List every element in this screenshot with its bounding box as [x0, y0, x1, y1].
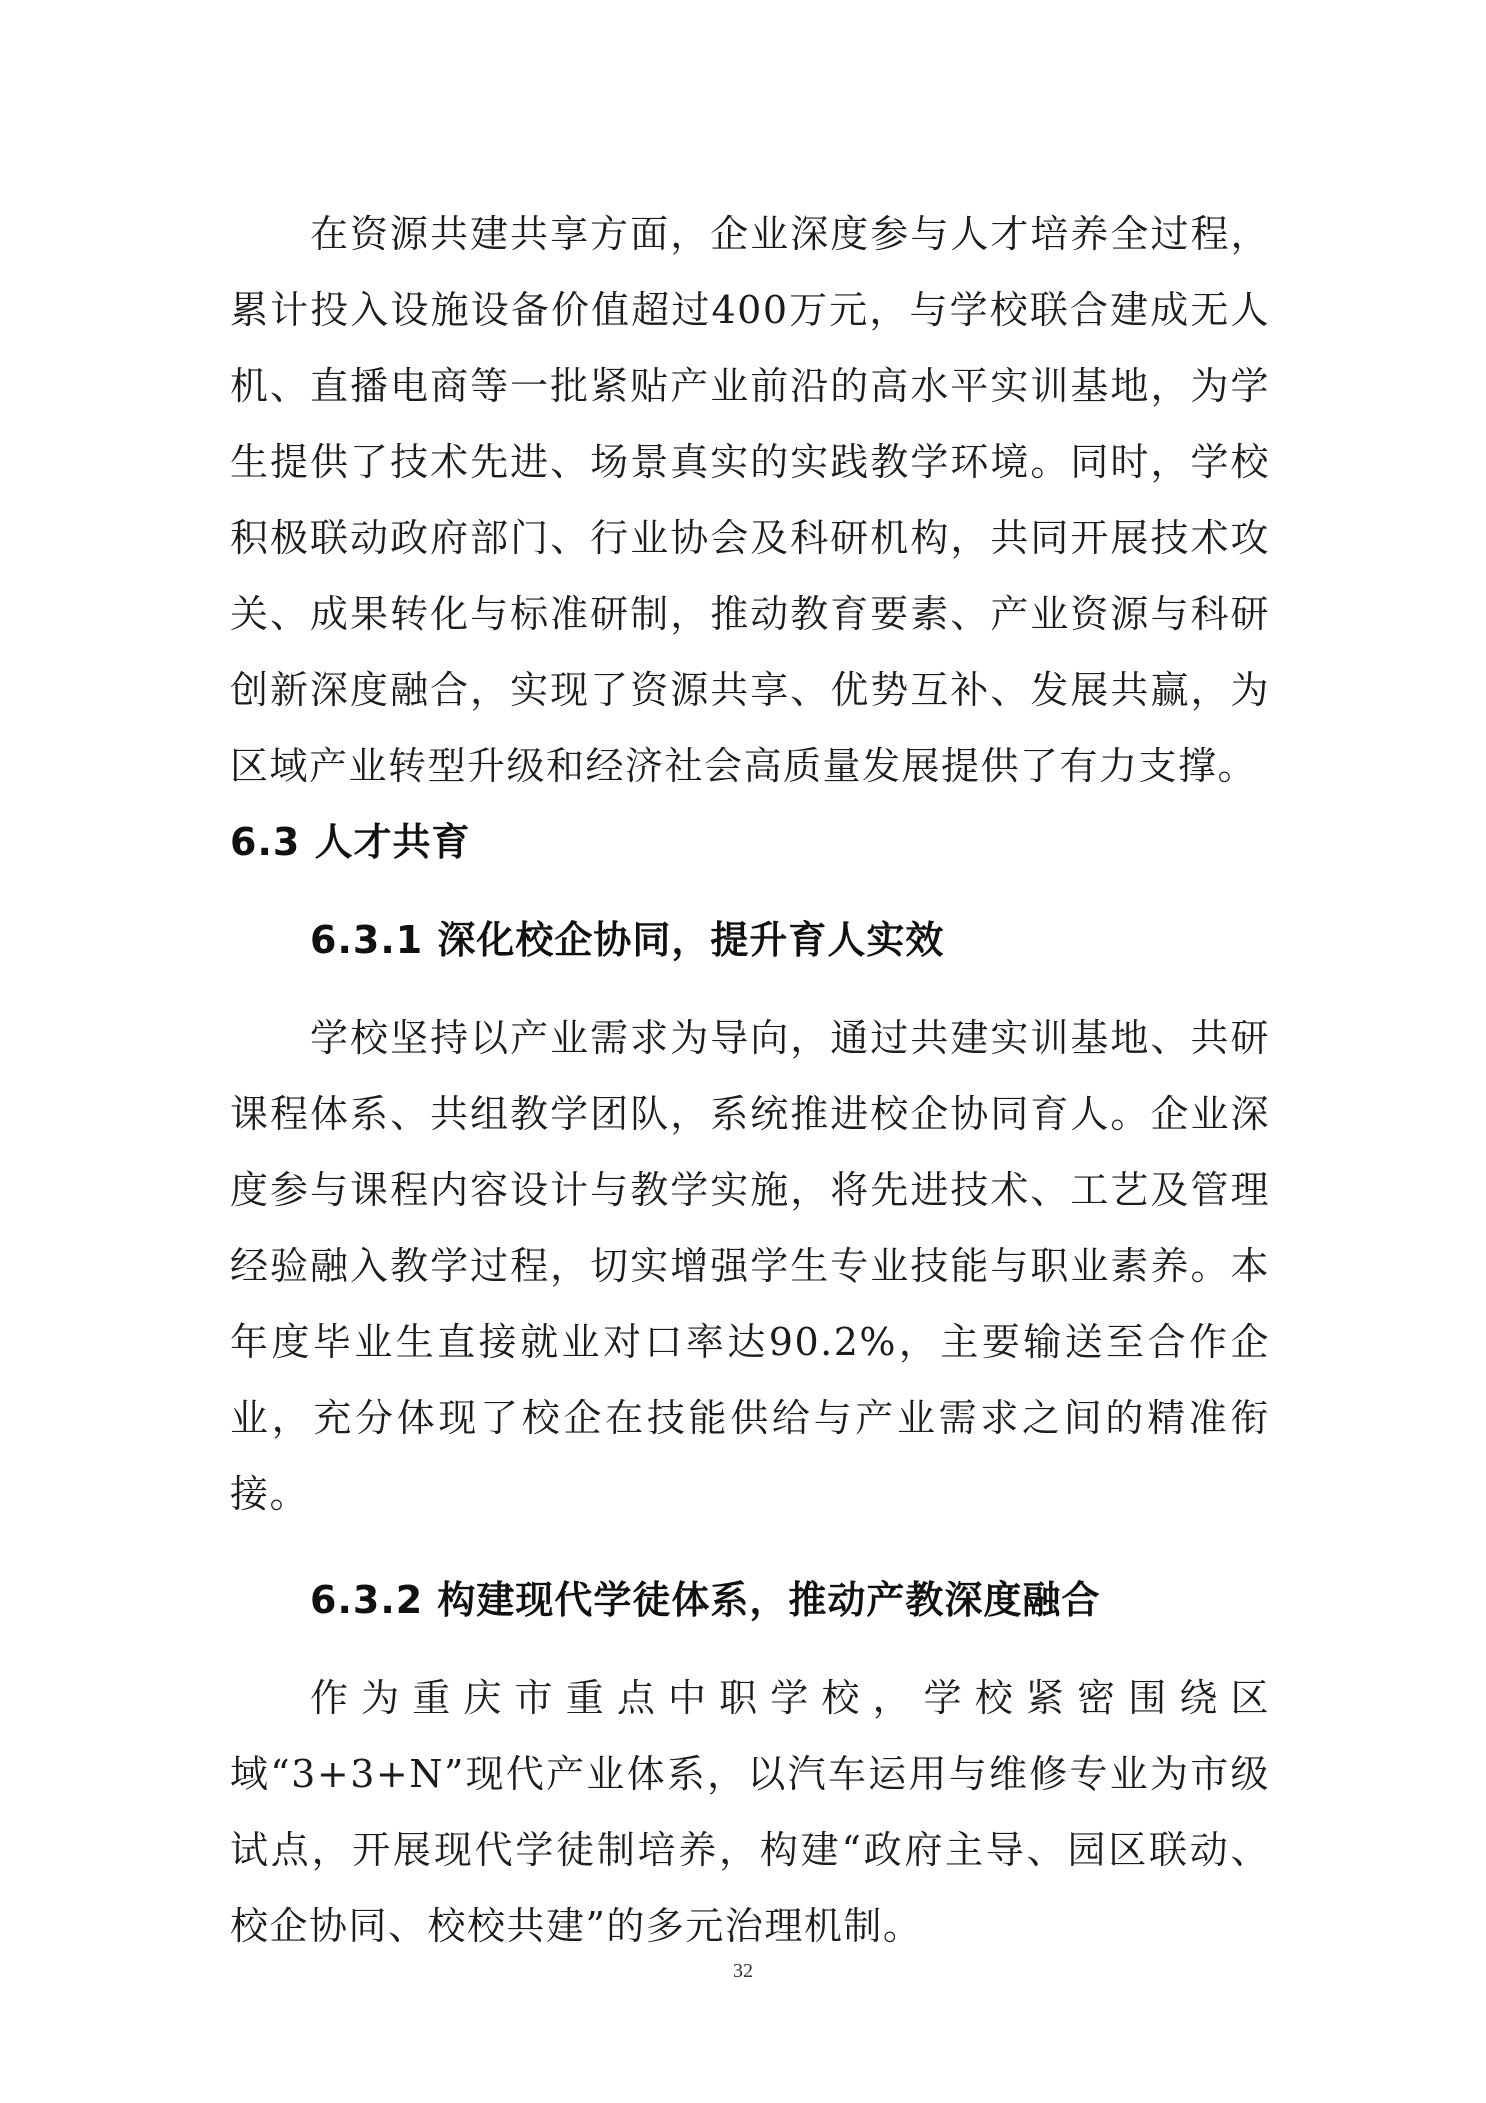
paragraph-apprenticeship: 作为重庆市重点中职学校，学校紧密围绕区域“3+3+N”现代产业体系，以汽车运用与维修专业为市级试点，开展现代学徒制培养，构建“政府主导、园区联动、校企协同、校校共建”的多元治理机制。	[230, 1676, 1270, 1948]
subsection-heading-2: 6.3.2 构建现代学徒体系，推动产教深度融合	[310, 1578, 1101, 1622]
paragraph-school-enterprise: 学校坚持以产业需求为导向，通过共建实训基地、共研课程体系、共组教学团队，系统推进校企协同育人。企业深度参与课程内容设计与教学实施，将先进技术、工艺及管理经验融入教学过程，切实增强学生专业技能与职业素养。本年度毕业生直接就业对口率达90.2%，主要输送至合作企业，充分体现了校企在技能供给与产业需求之间的精准衔接。	[230, 1016, 1270, 1516]
paragraph-resource-sharing: 在资源共建共享方面，企业深度参与人才培养全过程，累计投入设施设备价值超过400万元，与学校联合建成无人机、直播电商等一批紧贴产业前沿的高水平实训基地，为学生提供了技术先进、场景真实的实践教学环境。同时，学校积极联动政府部门、行业协会及科研机构，共同开展技术攻关、成果转化与标准研制，推动教育要素、产业资源与科研创新深度融合，实现了资源共享、优势互补、发展共赢，为区域产业转型升级和经济社会高质量发展提供了有力支撑。	[230, 212, 1270, 788]
page-number: 32	[733, 1960, 753, 1982]
page-body	[230, 196, 1270, 1964]
subsection-heading-1: 6.3.1 深化校企协同，提升育人实效	[310, 918, 945, 962]
section-heading: 6.3 人才共育	[230, 820, 471, 864]
